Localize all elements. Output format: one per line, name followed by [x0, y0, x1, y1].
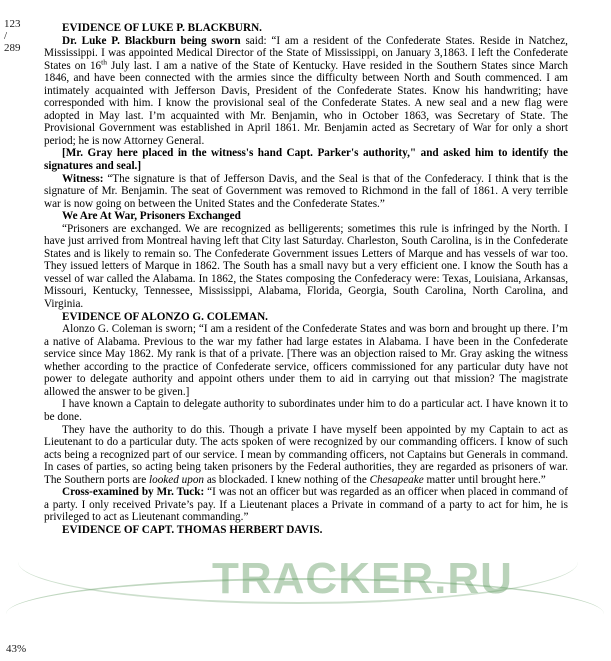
paragraph-blackburn-testimony	[44, 35, 568, 148]
section-heading-at-war: We Are At War, Prisoners Exchanged	[62, 210, 241, 223]
paragraph-coleman-3-text-3: matter until brought here.”	[423, 473, 546, 486]
paragraph-coleman-1: Alonzo G. Coleman is sworn; “I am a resident of the Confederate States and was born and brought up there. I’m a native of Alabama. Previous to the war my father had large estates in Alabama. I have been in the Confederate service since May 1862. My rank is that of a private. [There was an objection raised to Mr. Gray asking the witness whether according to the practice of Confederate service, officers commissioned for any particular duty have not power to delegate authority and appoint others under them to aid in carrying out that mission? The magistrate allowed the answer to be given.]	[44, 323, 568, 398]
paragraph-cross-examination	[44, 486, 568, 524]
paragraph-coleman-3-text-2: as blockaded. I knew nothing of the	[204, 473, 370, 486]
emphasis-chesapeake: Chesapeake	[369, 473, 424, 486]
zoom-level-indicator: 43%	[6, 643, 27, 655]
paragraph-blackburn-text-1: said: “I am a resident of the Confederate States. Reside in Natchez, Mississippi. I was appointed Medical Director of the State of Mississippi, on January 3,1863. I left the Confederate States on 16	[44, 34, 568, 72]
paragraph-witness-text: “The signature is that of Jefferson Davis, and the Seal is that of the Confederacy. I think that is the signature of Mr. Benjamin. The seat of Government was removed to Richmond in the fall of 1861. A very terrible war is now going on between the United States and the Confederate States.”	[44, 172, 568, 210]
section-heading-davis: EVIDENCE OF CAPT. THOMAS HERBERT DAVIS.	[62, 523, 323, 536]
page-number-separator: /	[4, 30, 8, 42]
page-number-marker	[4, 18, 42, 54]
ordinal-suffix: th	[101, 56, 107, 66]
paragraph-coleman-2: I have known a Captain to delegate authority to subordinates under him to do a particular act. I have known it to be done.	[44, 398, 568, 423]
section-heading-blackburn: EVIDENCE OF LUKE P. BLACKBURN.	[62, 22, 262, 34]
watermark-swoosh-bottom	[18, 562, 578, 604]
section-heading-coleman: EVIDENCE OF ALONZO G. COLEMAN.	[62, 310, 268, 323]
emphasis-looked-upon: looked upon	[149, 473, 205, 486]
witness-name-blackburn: Dr. Luke P. Blackburn being sworn	[62, 34, 241, 47]
paragraph-gray-bracket-note: [Mr. Gray here placed in the witness's hand Capt. Parker's authority," and asked him to identify the signatures and seal.]	[44, 147, 568, 173]
page-number-total: 289	[4, 42, 21, 54]
witness-label: Witness:	[62, 172, 104, 185]
watermark	[0, 540, 611, 630]
document-body	[44, 22, 568, 536]
paragraph-blackburn-text-2: July last. I am a native of the State of Kentucky. Have resided in the Southern States since March 1846, and have been connected with the armies since the difficulty between North and South commenced. I am intimately acquainted with Jefferson Davis, President of the Confederate States. Know his handwriting; have corresponded with him. I know the provisional seal of the Confederate States. A new seal and a new flag were adopted in May last. I’m acquainted with Mr. Benjamin, who in October 1863, was Secretary of State. The Provisional Government was established in April 1861. Mr. Benjamin acted as Secretary of War for only a short period; he is now Attorney General.	[44, 59, 568, 147]
page-number-current: 123	[4, 18, 21, 30]
paragraph-prisoners-exchanged: “Prisoners are exchanged. We are recognized as belligerents; sometimes this rule is infringed by the North. I have just arrived from Montreal having left that City last Saturday. Charleston, South Carolina, is in the Confederate States and is likely to remain so. The Confederate Government issues Letters of Marque and has vessels of war too. They issued letters of Marque in 1862. The South has a small navy but a very efficient one. I know the South has a vessel of war called the Alabama. In 1862, the States composing the Confederacy were: Texas, Louisiana, Arkansas, Missouri, Kentucky, Tennessee, Mississippi, Alabama, Florida, Georgia, South Carolina, North Carolina, and Virginia.	[44, 222, 568, 311]
watermark-text: TRACKER.RU	[212, 554, 513, 603]
paragraph-coleman-3	[44, 424, 568, 487]
paragraph-witness-statement	[44, 173, 568, 211]
cross-exam-label: Cross-examined by Mr. Tuck:	[62, 486, 205, 499]
paragraph-coleman-3-text-1: They have the authority to do this. Though a private I have myself been appointed by my Captain to act as Lieutenant to do a particular duty. The acts spoken of were recognized by our commanding officers. I know of such acts being a recognized part of our service. I mean by commanding officers, not Captains but Generals in command. In cases of parties, so acting being taken prisoners by the Federal authorities, they are regarded as prisoners of war. The Southern ports are	[44, 423, 568, 486]
paragraph-cross-exam-text: “I was not an officer but was regarded as an officer when placed in command of a party. I only received Private’s pay. If a Lieutenant places a Private in command of a party to act for him, he is privileged to act as Lieutenant commanding.”	[44, 486, 568, 524]
watermark-swoosh-top	[6, 578, 604, 614]
